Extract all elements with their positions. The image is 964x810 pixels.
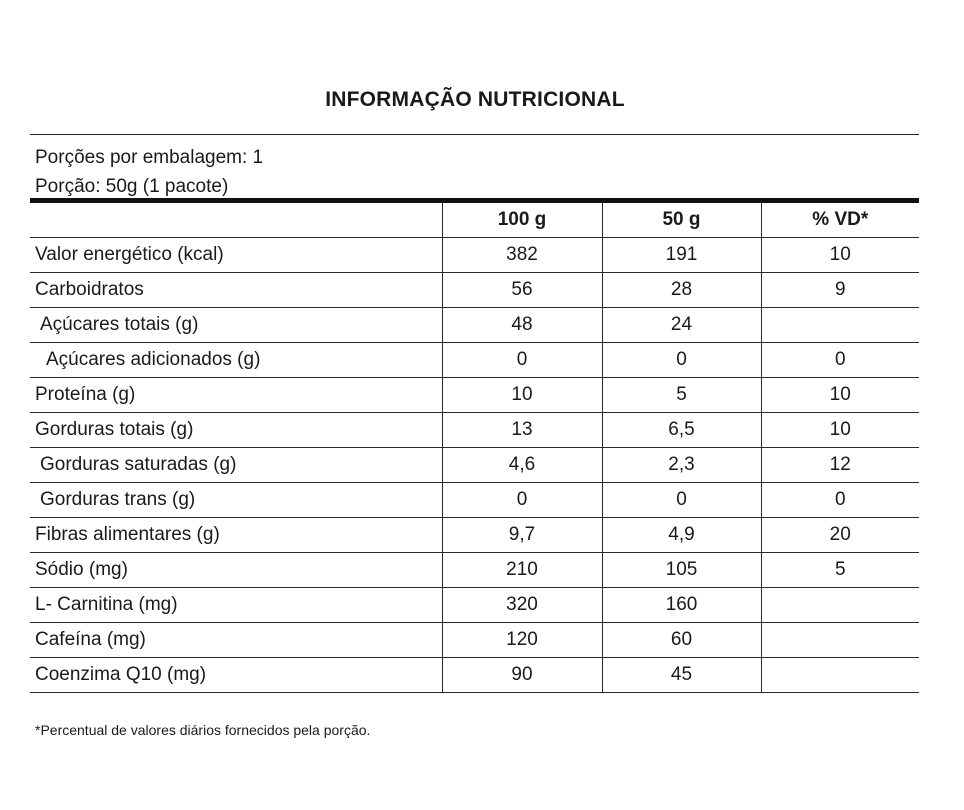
value-50g: 0 xyxy=(602,483,761,518)
table-row xyxy=(30,483,919,518)
value-100g: 0 xyxy=(442,483,602,518)
table-row xyxy=(30,413,919,448)
value-vd xyxy=(761,658,919,693)
value-vd: 0 xyxy=(761,343,919,378)
value-vd: 10 xyxy=(761,238,919,273)
nutrient-name: Açúcares totais (g) xyxy=(30,308,442,343)
value-vd: 9 xyxy=(761,273,919,308)
nutrient-name: Sódio (mg) xyxy=(30,553,442,588)
nutrient-name: Açúcares adicionados (g) xyxy=(30,343,442,378)
value-100g: 13 xyxy=(442,413,602,448)
value-50g: 60 xyxy=(602,623,761,658)
value-100g: 90 xyxy=(442,658,602,693)
value-100g: 56 xyxy=(442,273,602,308)
table-row xyxy=(30,518,919,553)
table-row xyxy=(30,238,919,273)
value-100g: 210 xyxy=(442,553,602,588)
table-row xyxy=(30,658,919,693)
value-50g: 0 xyxy=(602,343,761,378)
value-50g: 2,3 xyxy=(602,448,761,483)
nutrient-name: Cafeína (mg) xyxy=(30,623,442,658)
value-vd: 10 xyxy=(761,413,919,448)
header-vd: % VD* xyxy=(761,203,919,238)
value-50g: 105 xyxy=(602,553,761,588)
nutrition-table xyxy=(30,203,919,693)
table-row xyxy=(30,623,919,658)
value-vd xyxy=(761,588,919,623)
value-vd xyxy=(761,623,919,658)
nutrient-name: Coenzima Q10 (mg) xyxy=(30,658,442,693)
value-vd: 12 xyxy=(761,448,919,483)
table-row xyxy=(30,273,919,308)
value-100g: 4,6 xyxy=(442,448,602,483)
table-row xyxy=(30,553,919,588)
table-row xyxy=(30,588,919,623)
nutrient-name: Fibras alimentares (g) xyxy=(30,518,442,553)
value-50g: 5 xyxy=(602,378,761,413)
value-vd: 20 xyxy=(761,518,919,553)
value-100g: 382 xyxy=(442,238,602,273)
value-50g: 45 xyxy=(602,658,761,693)
header-100g: 100 g xyxy=(442,203,602,238)
table-row xyxy=(30,343,919,378)
value-50g: 160 xyxy=(602,588,761,623)
value-vd: 0 xyxy=(761,483,919,518)
nutrient-name: Gorduras saturadas (g) xyxy=(30,448,442,483)
value-vd xyxy=(761,308,919,343)
value-100g: 10 xyxy=(442,378,602,413)
table-row xyxy=(30,448,919,483)
header-nutrient xyxy=(30,203,442,238)
value-50g: 24 xyxy=(602,308,761,343)
value-vd: 10 xyxy=(761,378,919,413)
portion-size: Porção: 50g (1 pacote) xyxy=(35,176,229,197)
value-50g: 4,9 xyxy=(602,518,761,553)
header-row xyxy=(30,203,919,238)
table-row xyxy=(30,378,919,413)
value-50g: 191 xyxy=(602,238,761,273)
value-100g: 320 xyxy=(442,588,602,623)
nutrient-name: Gorduras totais (g) xyxy=(30,413,442,448)
servings-per-package: Porções por embalagem: 1 xyxy=(35,147,264,168)
table-row xyxy=(30,308,919,343)
value-vd: 5 xyxy=(761,553,919,588)
header-50g: 50 g xyxy=(602,203,761,238)
top-rule xyxy=(30,134,919,135)
nutrient-name: Carboidratos xyxy=(30,273,442,308)
value-100g: 0 xyxy=(442,343,602,378)
value-100g: 9,7 xyxy=(442,518,602,553)
value-50g: 6,5 xyxy=(602,413,761,448)
value-100g: 48 xyxy=(442,308,602,343)
value-100g: 120 xyxy=(442,623,602,658)
panel-title: INFORMAÇÃO NUTRICIONAL xyxy=(325,88,625,111)
nutrient-name: Gorduras trans (g) xyxy=(30,483,442,518)
servings-info xyxy=(35,143,263,201)
nutrient-name: Valor energético (kcal) xyxy=(30,238,442,273)
footnote: *Percentual de valores diários fornecidos pela porção. xyxy=(35,722,371,738)
nutrient-name: Proteína (g) xyxy=(30,378,442,413)
nutrient-name: L- Carnitina (mg) xyxy=(30,588,442,623)
value-50g: 28 xyxy=(602,273,761,308)
